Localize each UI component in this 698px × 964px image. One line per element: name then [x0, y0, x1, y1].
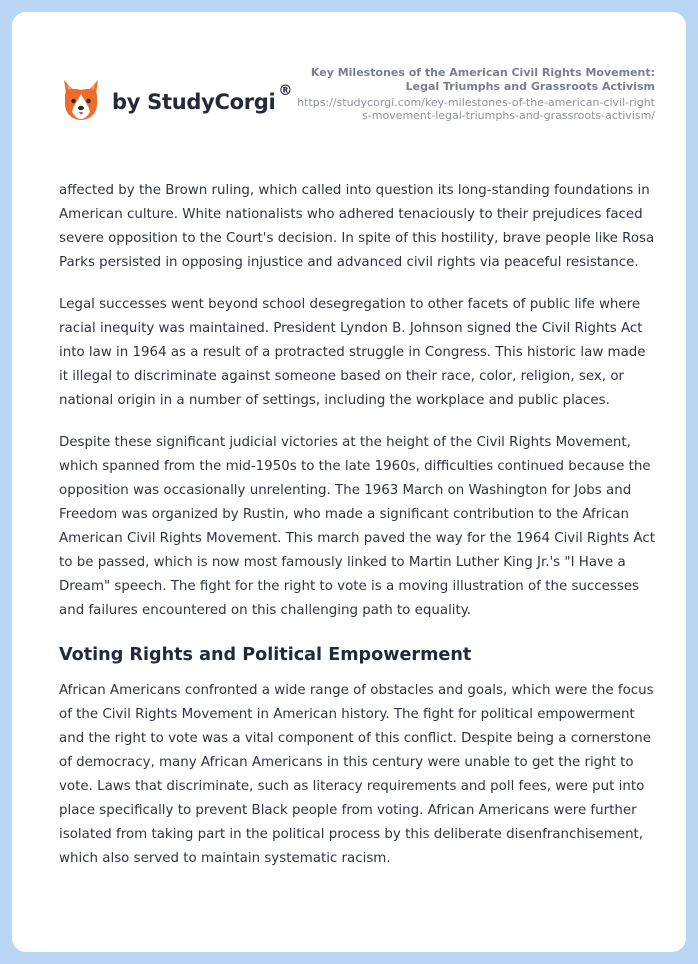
paragraph-4: African Americans confronted a wide range of obstacles and goals, which were the focus of the Civil Rights Movement in American history. The fight for political empowerment and the right to vote was a vital component of this conflict. Despite being a cornerstone of democracy, many African Americans in this century were unable to get the right to vote. Laws that discriminate, such as literacy requirements and poll fees, were put into place specifically to prevent Black people from voting. African Americans were further isolated from taking part in the political process by this deliberate disenfranchisement, which also served to maintain systematic racism.: [59, 683, 654, 866]
document-title: Key Milestones of the American Civil Rights Movement: Legal Triumphs and Grassroots Activism: [310, 66, 655, 93]
document-page: [12, 12, 686, 952]
registered-mark: ®: [278, 83, 293, 99]
studycorgi-logo[interactable]: [60, 76, 292, 122]
logo-wordmark: by StudyCorgi: [112, 90, 276, 114]
document-body: [59, 179, 655, 889]
document-url[interactable]: https://studycorgi.com/key-milestones-of-the-american-civil-rights-movement-legal-triumphs-and-grassroots-activism/: [297, 96, 655, 122]
paragraph-1: affected by the Brown ruling, which called into question its long-standing foundations in American culture. White nationalists who adhered tenaciously to their prejudices faced severe opposition to the Court's decision. In spite of this hostility, brave people like Rosa Parks persisted in opposing injustice and advanced civil rights via peaceful resistance.: [59, 183, 655, 270]
section-heading: Voting Rights and Political Empowerment: [59, 645, 472, 665]
paragraph-2: Legal successes went beyond school desegregation to other facets of public life where racial inequity was maintained. President Lyndon B. Johnson signed the Civil Rights Act into law in 1964 as a result of a protracted struggle in Congress. This historic law made it illegal to discriminate against someone based on their race, color, religion, sex, or national origin in a number of settings, including the workplace and public places.: [59, 297, 646, 408]
paragraph-3: Despite these significant judicial victories at the height of the Civil Rights Movement, which spanned from the mid-1950s to the late 1960s, difficulties continued because the opposition was occasionally unrelenting. The 1963 March on Washington for Jobs and Freedom was organized by Rustin, who made a significant contribution to the African American Civil Rights Movement. This march paved the way for the 1964 Civil Rights Act to be passed, which is now most famously linked to Martin Luther King Jr.'s "I Have a Dream" speech. The fight for the right to vote is a moving illustration of the successes and failures encountered on this challenging path to equality.: [59, 435, 655, 618]
corgi-logo-icon: [60, 76, 102, 122]
document-header: [295, 66, 655, 122]
